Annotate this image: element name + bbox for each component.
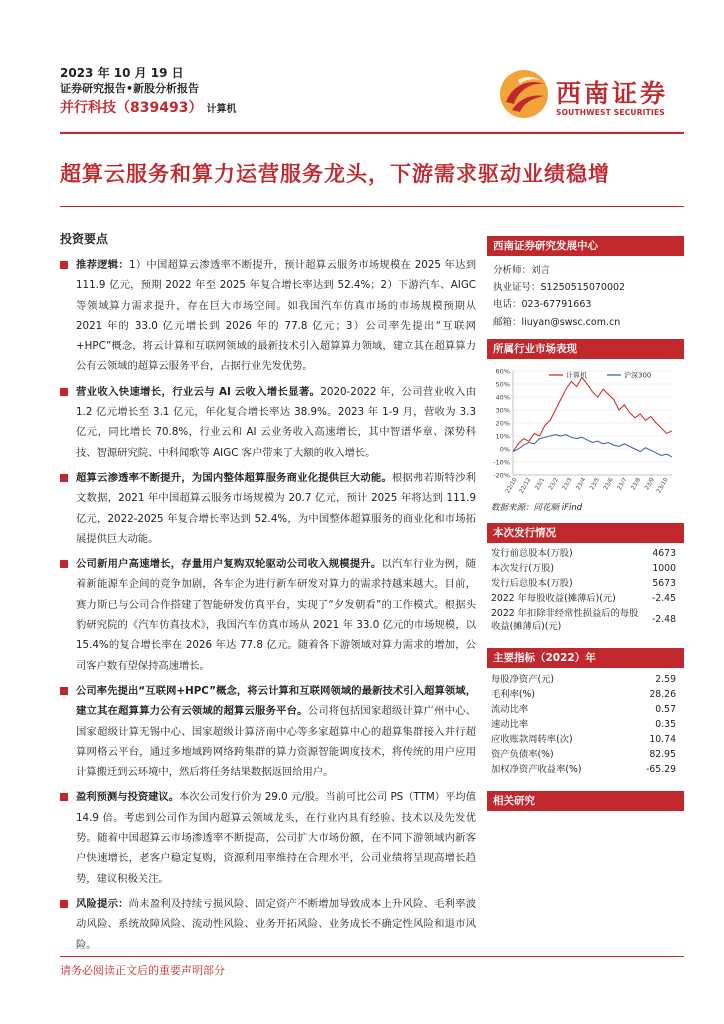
chart-svg: [487, 363, 684, 499]
paragraph-body: 公司将包括国家超级计算广州中心、国家超级计算无锡中心、国家超级计算济南中心等多家超算中心的超算集群接入并行超算网格云平台，通过多地域跨网络跨集群的算力资源智能调度技术，将传统的用户应用计算搬迁到云环境中，然后将任务结果数据返回给用户。: [76, 705, 477, 779]
row-value: 0.57: [655, 703, 676, 715]
research-team-header: 西南证券研究发展中心: [487, 236, 684, 256]
paragraph-body: 1）中国超算云渗透率不断提升，预计超算云服务市场规模在 2025 年达到 111.9 亿元，预期 2022 年至 2025 年复合增长率达到 52.4%；2）下游汽车、AIGC 等领域算力需求提升，存在巨大市场空间。如我国汽车仿真市场的市场规模预期从 2021 年的 33.0 亿元增长到 2026 年的 77.8 亿元；3）公司率先提出“互联网+HPC”概念，将云计算和互联网领域的最新技术引入超算算力领域，建立其在超算算力公有云领域的超算云服务平台，占据行业先发优势。: [76, 259, 477, 373]
y-tick-label: 60%: [495, 367, 510, 376]
paragraph-valuation: [56, 787, 476, 888]
row-label: 加权净资产收益率(%): [491, 763, 582, 775]
company-name: [60, 98, 360, 120]
report-type: 证券研究报告•新股分析报告: [60, 82, 200, 95]
row-value: -2.48: [651, 614, 676, 626]
series-line-csi300: [513, 435, 672, 457]
paragraph-body: 以汽车行业为例，随着新能源车企间的竞争加剧，各车企为进行新车研发对算力的需求持越来越大。目前，赛力斯已与公司合作搭建了智能研发仿真平台，实现了“夕发朝看”的工作模式。根据头豹研究院的《汽车仿真技术》，我国汽车仿真市场从 2021 年 33.0 亿元的市场规模，以 15.4%的复合增长率在 2026 年达 77.8 亿元。随着各下游领域对算力需求的增加，公司客户数有望保持高速增长。: [76, 558, 477, 672]
row-value: 4673: [652, 547, 676, 559]
footer-notice[interactable]: 请务必阅读正文后的重要声明部分: [60, 964, 225, 977]
table-row: [487, 762, 684, 777]
footer-divider: [60, 956, 684, 957]
table-row: [487, 717, 684, 732]
y-tick-label: -20%: [493, 471, 510, 480]
bullet-icon: [60, 474, 68, 482]
market-performance-header: 所属行业市场表现: [487, 339, 684, 359]
industry-label: 计算机: [206, 104, 237, 115]
logo-mark-icon: [498, 68, 550, 120]
table-row: [487, 747, 684, 762]
report-date: 2023 年 10 月 19 日: [60, 66, 184, 80]
section-title: 投资要点: [60, 232, 109, 246]
bullet-icon: [60, 687, 68, 695]
x-tick-label: 22/10: [505, 476, 519, 495]
paragraph-lead: 营业收入快速增长，行业云与 AI 云收入增长显著。: [76, 385, 321, 398]
paragraph-risk: [56, 894, 476, 955]
row-label: 本次发行(万股): [491, 562, 555, 574]
paragraph-lead: 公司新用户高速增长，存量用户复购双轮驱动公司收入规模提升。: [76, 558, 382, 571]
paragraph-recommendation-logic: [56, 255, 476, 377]
table-row: [487, 591, 684, 606]
analyst-license: 执业证号：S1250515070002: [493, 282, 626, 294]
table-row: [487, 576, 684, 591]
paragraph-body: 尚未盈利及持续亏损风险、固定资产不断增加导致成本上升风险、毛利率波动风险、系统故障风险、流动性风险、业务开拓风险、业务成长不确定性风险和退市风险。: [76, 897, 477, 951]
market-performance-chart: [487, 363, 684, 499]
row-value: 0.35: [655, 718, 676, 730]
paragraph-lead: 风险提示：: [76, 897, 129, 910]
legend-label: 沪深300: [624, 371, 652, 380]
row-label: 发行前总股本(万股): [491, 547, 573, 559]
y-tick-label: 50%: [495, 380, 510, 389]
y-tick-label: 40%: [495, 393, 510, 402]
related-research-header: 相关研究: [487, 791, 684, 811]
paragraph-body: 本次公司发行价为 29.0 元/股。当前可比公司 PS（TTM）平均值 14.9 倍。考虑到公司作为国内超算云领域龙头，在行业内具有经验、技术以及先发优势。随着中国超算云市场渗透率不断提高，公司扩大市场份额，在不同下游领域内新客户快速增长，老客户稳定复购，资源利用率维持在合理水平，公司业绩将呈现高增长趋势，建议积极关注。: [76, 791, 477, 885]
bullet-icon: [60, 793, 68, 801]
southwest-securities-logo: [498, 68, 688, 124]
x-tick-label: 23/9: [644, 476, 657, 492]
y-tick-label: 30%: [495, 406, 510, 415]
table-row: [487, 561, 684, 576]
paragraph-revenue-growth: [56, 382, 476, 463]
table-row: [487, 702, 684, 717]
x-tick-label: 23/1: [534, 476, 547, 492]
title-divider: [60, 206, 684, 207]
analyst-phone: 电话：023-67791663: [493, 299, 592, 311]
x-tick-label: 23/2: [548, 476, 560, 492]
y-tick-label: -10%: [493, 458, 510, 467]
paragraph-internet-hpc: [56, 681, 476, 782]
paragraph-lead: 推荐逻辑：: [76, 259, 129, 271]
paragraph-body: 根据弗若斯特沙利文数据，2021 年中国超算云服务市场规模为 20.7 亿元，预计 2025 年将达到 111.9 亿元，2022-2025 年复合增长率达到 52.4%，为中国整体超算服务的商业化和市场拓展提供巨大动能。: [76, 471, 477, 545]
row-label: 毛利率(%): [491, 688, 535, 700]
x-tick-label: 23/10: [656, 476, 670, 495]
indicators-table: [487, 672, 684, 777]
row-label: 每股净资产(元): [491, 673, 555, 685]
chart-source: 数据来源：同花顺 iFind: [491, 502, 583, 513]
x-tick-label: 23/8: [630, 476, 643, 492]
series-line-computer: [513, 377, 672, 451]
x-tick-label: 23/5: [589, 476, 602, 492]
x-tick-label: 23/4: [575, 476, 588, 492]
main-content: [56, 230, 476, 960]
row-value: 1000: [652, 562, 676, 574]
x-tick-label: 22/12: [518, 476, 533, 495]
row-value: 28.26: [649, 688, 676, 700]
company-name-text: 并行科技（839493）: [60, 100, 203, 116]
x-tick-label: 23/7: [616, 476, 629, 492]
row-label: 资产负债率(%): [491, 748, 554, 760]
header-divider: [60, 132, 684, 134]
bullet-icon: [60, 261, 68, 269]
row-label: 速动比率: [491, 718, 529, 730]
row-label: 发行后总股本(万股): [491, 577, 573, 589]
y-tick-label: 20%: [495, 419, 510, 428]
issuance-table: [487, 546, 684, 634]
row-label: 2022 年每股收益(摊薄后)(元): [491, 592, 616, 604]
paragraph-lead: 盈利预测与投资建议。: [76, 791, 180, 804]
analyst-info: [487, 256, 684, 331]
analyst-email[interactable]: 邮箱：liuyan@swsc.com.cn: [493, 316, 621, 328]
row-value: 10.74: [649, 733, 676, 745]
table-row: [487, 732, 684, 747]
table-row: [487, 672, 684, 687]
row-label: 2022 年扣除非经常性损益后的每股收益(摊薄后)(元): [491, 607, 639, 632]
y-tick-label: 0%: [499, 445, 510, 454]
y-tick-label: 10%: [495, 432, 510, 441]
bullet-icon: [60, 900, 68, 908]
x-tick-label: 23/6: [603, 476, 615, 492]
row-value: -2.45: [651, 592, 676, 604]
table-row: [487, 687, 684, 702]
report-title: 超算云服务和算力运营服务龙头，下游需求驱动业绩稳增: [60, 162, 610, 186]
row-value: -65.29: [646, 763, 676, 775]
legend-label: 计算机: [566, 371, 587, 380]
paragraph-lead: 公司率先提出“互联网+HPC”概念，将云计算和互联网领域的最新技术引入超算领域，建立其在超算算力公有云领域的超算云服务平台。: [76, 684, 476, 718]
x-tick-label: 23/3: [561, 476, 574, 492]
paragraph-body: 2020-2022 年，公司营业收入由 1.2 亿元增长至 3.1 亿元，年化复合增长率达 38.9%。2023 年 1-9 月，营收为 3.3 亿元，同比增长 70.8%，行业云和 AI 云业务收入高速增长，其中智谱华章、深势科技、智源研究院、中科闻歌等 AIGC 客户带来了大额的收入增长。: [76, 385, 476, 459]
analyst-name: 分析师：刘言: [493, 265, 551, 276]
paragraph-penetration: [56, 468, 476, 549]
logo-en-text: SOUTHWEST SECURITIES: [556, 108, 665, 117]
issuance-header: 本次发行情况: [487, 523, 684, 543]
report-header: [60, 66, 360, 120]
row-label: 流动比率: [491, 703, 529, 715]
sidebar: [487, 236, 684, 811]
paragraph-new-users: [56, 554, 476, 676]
table-row: [487, 546, 684, 561]
bullet-icon: [60, 560, 68, 568]
bullet-icon: [60, 388, 68, 396]
row-label: 应收账款周转率(次): [491, 733, 573, 745]
row-value: 5673: [652, 577, 676, 589]
logo-cn-text: 西南证券: [556, 79, 669, 108]
paragraph-lead: 超算云渗透率不断提升，为国内整体超算服务商业化提供巨大动能。: [76, 471, 392, 484]
row-value: 82.95: [649, 748, 676, 760]
table-row: [487, 606, 684, 634]
row-value: 2.59: [655, 673, 676, 685]
indicators-header: 主要指标（2022）年: [487, 648, 684, 668]
